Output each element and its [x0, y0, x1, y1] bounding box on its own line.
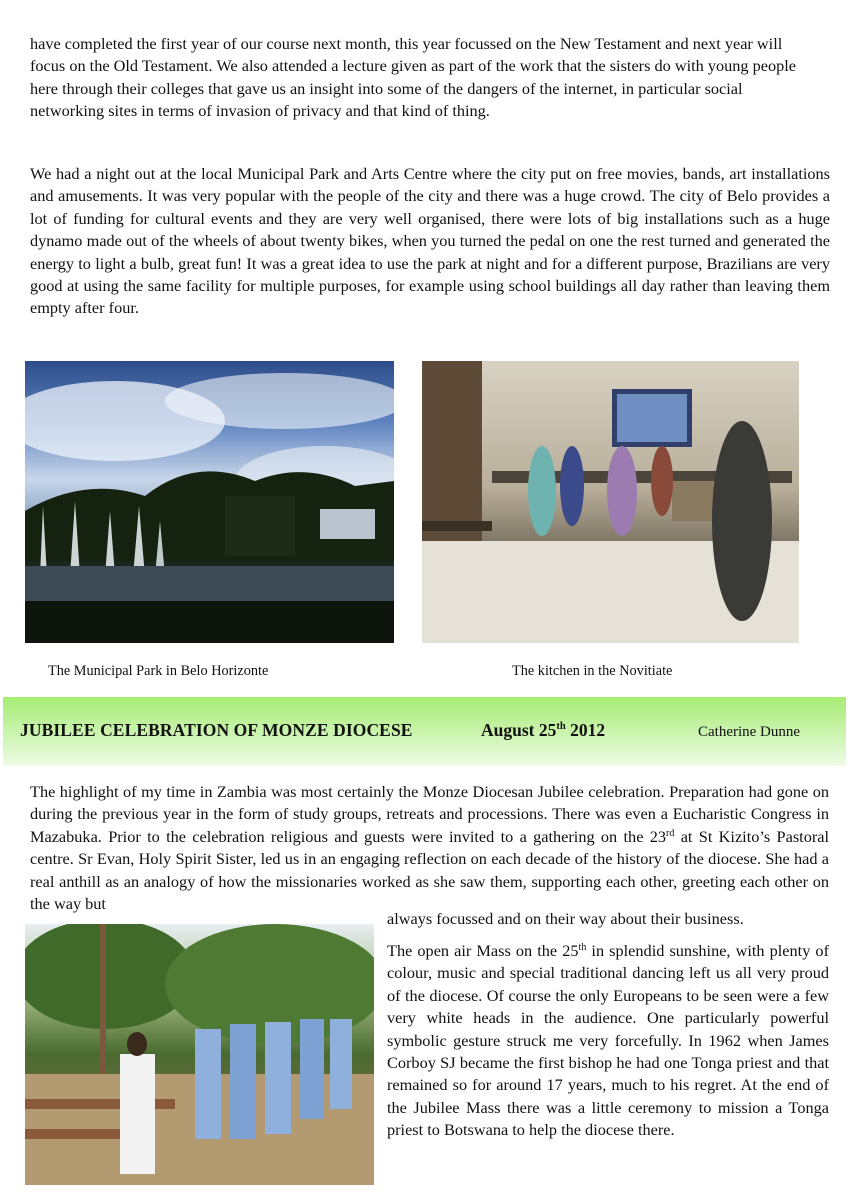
section-title: JUBILEE CELEBRATION OF MONZE DIOCESE	[20, 720, 413, 740]
photo-municipal-park	[25, 361, 394, 643]
article-paragraph-3-end: always focussed and on their way about their business.	[387, 909, 744, 928]
photo-jubilee-mass	[25, 924, 374, 1185]
article-paragraph-2: We had a night out at the local Municipal Park and Arts Centre where the city put on free movies, bands, art installations and amusements. It was very popular with the people of the city and there was a huge crowd. The city of Belo provides a lot of funding for cultural events and they are very well organised, there were lots of big installations such as a huge dynamo made out of the wheels of about twenty bikes, when you turned the pedal on one the rest turned and generated the energy to light a bulb, great fun! It was a great idea to use the park at night and for a different purpose, Brazilians are very good at using the same facility for multiple purposes, for example using school buildings all day rather than leaving them empty after four.	[30, 164, 830, 318]
section-author: Catherine Dunne	[698, 724, 801, 740]
article-paragraph-3: The highlight of my time in Zambia was most certainly the Monze Diocesan Jubilee celebration. Preparation had gone on during the previous year in the form of study groups, retreats and processions. There was even a Eucharistic Congress in Mazabuka. Prior to the celebration religious and guests were invited to a gathering on the 23rd at St Kizito’s Pastoral centre. Sr Evan, Holy Spirit Sister, led us in an engaging reflection on each decade of the history of the diocese. She had a real anthill as an analogy of how the missionaries worked as she saw them, supporting each other, greeting each other on the way but	[30, 782, 830, 914]
section-date: August 25th 2012	[481, 720, 606, 740]
caption-kitchen: The kitchen in the Novitiate	[512, 663, 673, 679]
photo-novitiate-kitchen	[422, 361, 799, 643]
caption-municipal-park: The Municipal Park in Belo Horizonte	[48, 663, 269, 679]
article-paragraph-4: The open air Mass on the 25th in splendid sunshine, with plenty of colour, music and special traditional dancing left us all very proud of the diocese. Of course the only Europeans to be seen were a few very white heads in the audience. One particularly powerful symbolic gesture struck me very forcefully. In 1962 when James Corboy SJ became the first bishop he had one Tonga priest and that remained so for around 17 years, much to his regret. At the end of the Jubilee Mass there was a little ceremony to mission a Tonga priest to Botswana to help the diocese there.	[387, 941, 829, 1140]
section-banner	[3, 697, 846, 766]
article-paragraph-1: have completed the first year of our course next month, this year focussed on the New Testament and next year will focus on the Old Testament. We also attended a lecture given as part of the work that the sisters do with young people here through their colleges that gave us an insight into some of the dangers of the internet, in particular social networking sites in terms of invasion of privacy and that kind of thing.	[30, 34, 797, 121]
